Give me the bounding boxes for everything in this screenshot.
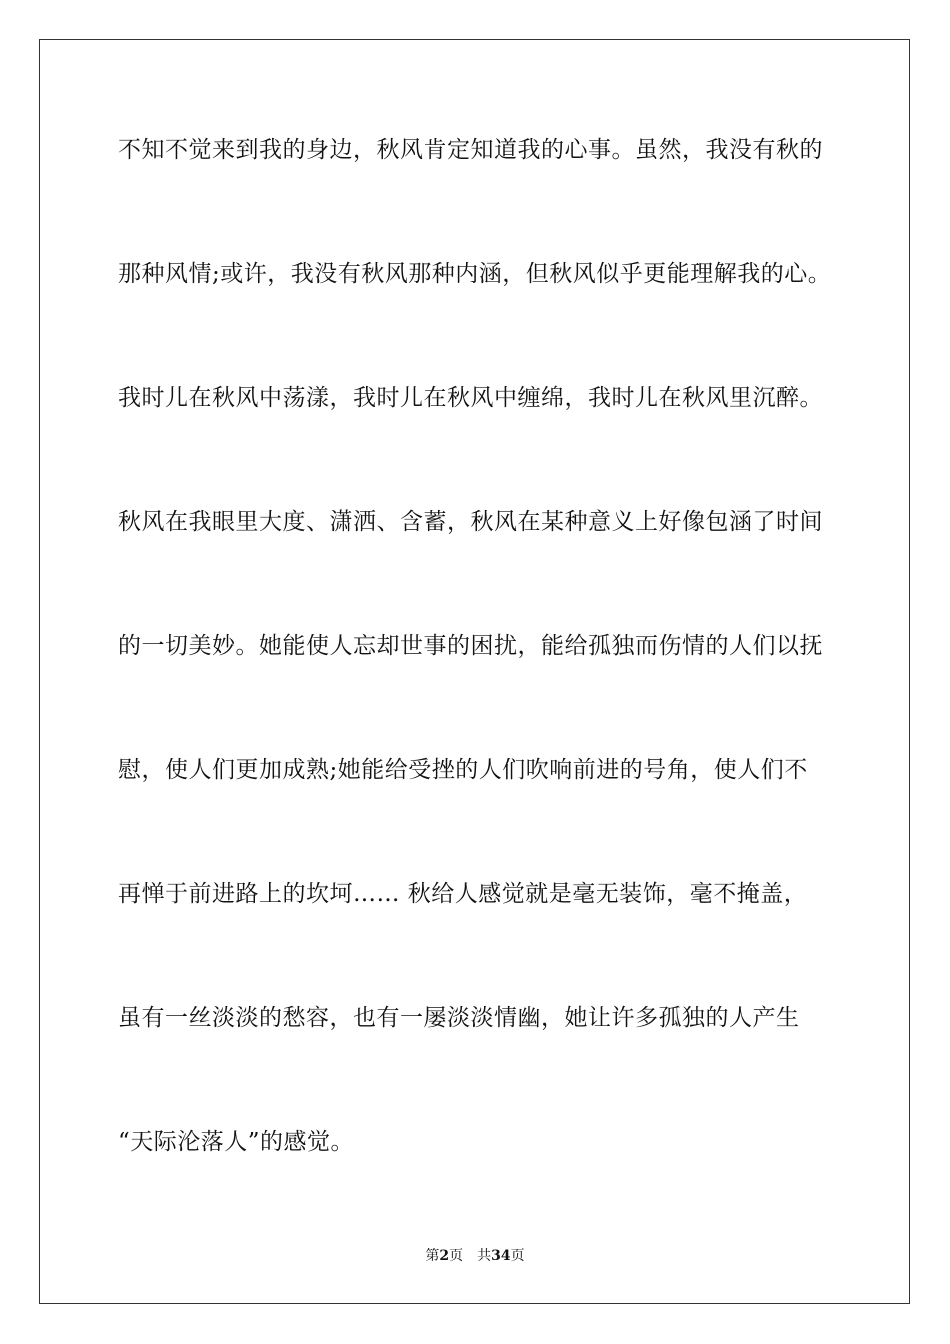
total-page-count: 34 xyxy=(491,1248,511,1264)
text-line: 不知不觉来到我的身边，秋风肯定知道我的心事。虽然，我没有秋的 xyxy=(118,137,823,163)
current-page-number: 2 xyxy=(439,1248,450,1264)
page-prefix: 第 xyxy=(425,1248,440,1264)
text-line: 那种风情;或许，我没有秋风那种内涵，但秋风似乎更能理解我的心。 xyxy=(118,261,832,287)
total-suffix: 页 xyxy=(510,1248,525,1264)
text-line: 虽有一丝淡淡的愁容，也有一屡淡淡情幽，她让许多孤独的人产生 xyxy=(118,1005,800,1031)
page-footer xyxy=(0,1247,950,1265)
text-line: 我时儿在秋风中荡漾，我时儿在秋风中缠绵，我时儿在秋风里沉醉。 xyxy=(118,385,823,411)
text-line: 的一切美妙。她能使人忘却世事的困扰，能给孤独而伤情的人们以抚 xyxy=(118,633,823,659)
text-line: 秋风在我眼里大度、潇洒、含蓄，秋风在某种意义上好像包涵了时间 xyxy=(118,509,823,535)
total-prefix: 共 xyxy=(477,1248,492,1264)
text-line: 再惮于前进路上的坎坷…… 秋给人感觉就是毫无装饰，毫不掩盖， xyxy=(118,881,808,907)
page-suffix: 页 xyxy=(449,1248,464,1264)
text-line: 慰，使人们更加成熟;她能给受挫的人们吹响前进的号角，使人们不 xyxy=(118,757,808,783)
text-line: “天际沦落人”的感觉。 xyxy=(118,1129,355,1155)
page-border xyxy=(39,39,910,1304)
